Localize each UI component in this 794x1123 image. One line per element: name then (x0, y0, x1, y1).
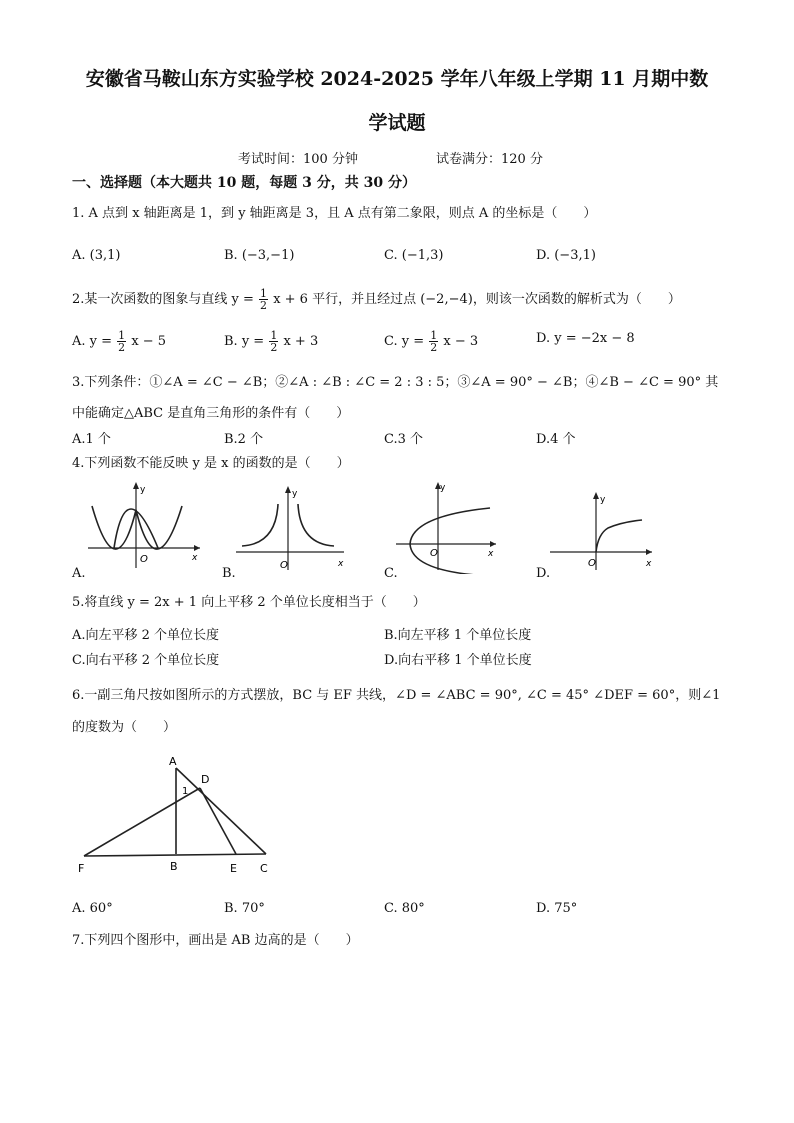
q4-graph-d (546, 490, 658, 572)
q1-option-c: C. (−1,3) (384, 248, 444, 263)
q2-stem-part-a: 2.某一次函数的图象与直线 y = (72, 292, 254, 307)
q4-graph-b (232, 484, 348, 574)
q1-option-b: B. (−3,−1) (224, 248, 295, 263)
option-prefix: C. y = (384, 334, 425, 349)
x-arrow (646, 549, 652, 555)
q3-option-b: B.2 个 (224, 432, 264, 447)
y-arrow (133, 482, 139, 489)
fraction-denominator: 2 (270, 341, 278, 354)
option-prefix: B. y = (224, 334, 265, 349)
fraction-denominator: 2 (430, 341, 438, 354)
q4-option-b: B. (222, 566, 236, 581)
x-label: x (192, 553, 198, 563)
x-arrow (490, 541, 496, 547)
y-label: y (600, 495, 606, 505)
q4-option-a: A. (72, 566, 86, 581)
y-arrow (285, 486, 291, 493)
q6-option-d: D. 75° (536, 901, 578, 916)
option-prefix: A. y = (72, 334, 113, 349)
origin-label: O (430, 548, 438, 559)
q5-option-c: C.向右平移 2 个单位长度 (72, 653, 220, 668)
q5-option-d: D.向右平移 1 个单位长度 (384, 653, 532, 668)
question-3-stem-line2: 中能确定△ABC 是直角三角形的条件有（ ） (72, 406, 350, 421)
segment-fc (84, 854, 266, 856)
option-suffix: x + 3 (283, 334, 319, 349)
question-6-stem-line2: 的度数为（ ） (72, 720, 177, 735)
option-fraction (117, 330, 126, 353)
question-3-stem-line1: 3.下列条件：①∠A = ∠C − ∠B；②∠A : ∠B : ∠C = 2 : 3 : 5；③∠A = 90° − ∠B；④∠B − ∠C = 90° 其 (72, 375, 719, 390)
option-suffix: x − 3 (443, 334, 479, 349)
q4-graph-a (86, 480, 202, 570)
q2-fraction (259, 288, 268, 311)
question-1-stem: 1. A 点到 x 轴距离是 1，到 y 轴距离是 3，且 A 点有第二象限，则点 A 的坐标是（ ） (72, 206, 597, 221)
option-fraction (269, 330, 278, 353)
x-label: x (646, 559, 652, 569)
label-d: D (201, 773, 210, 786)
y-label: y (440, 483, 446, 493)
q2-option-c (384, 330, 478, 353)
y-arrow (593, 492, 599, 499)
q3-option-a: A.1 个 (72, 432, 111, 447)
label-f: F (78, 862, 85, 875)
exam-time: 考试时间：100 分钟 (238, 152, 358, 167)
x-label: x (488, 549, 494, 559)
question-5-stem: 5.将直线 y = 2x + 1 向上平移 2 个单位长度相当于（ ） (72, 595, 426, 610)
fraction-numerator: 1 (430, 329, 438, 342)
q6-option-a: A. 60° (72, 901, 113, 916)
q4-graph-c (392, 480, 502, 574)
fraction-numerator: 1 (270, 329, 278, 342)
q2-option-d: D. y = −2x − 8 (536, 331, 635, 346)
q4-option-d: D. (536, 566, 551, 581)
q3-option-c: C.3 个 (384, 432, 424, 447)
q2-option-b (224, 330, 318, 353)
x-label: x (338, 559, 344, 569)
label-e: E (230, 862, 237, 875)
full-score: 试卷满分：120 分 (436, 152, 543, 167)
fraction-denominator: 2 (118, 341, 126, 354)
label-b: B (170, 860, 178, 873)
segment-ac (176, 768, 266, 854)
question-6-stem-line1: 6.一副三角尺按如图所示的方式摆放，BC 与 EF 共线，∠D = ∠ABC = 90°, ∠C = 45° ∠DEF = 60°，则∠1 (72, 688, 721, 703)
q5-option-b: B.向左平移 1 个单位长度 (384, 628, 532, 643)
option-suffix: x − 5 (131, 334, 167, 349)
origin-label: O (280, 560, 288, 571)
curve (410, 508, 490, 574)
fraction-numerator: 1 (260, 287, 268, 300)
q6-option-b: B. 70° (224, 901, 265, 916)
q5-option-a: A.向左平移 2 个单位长度 (72, 628, 220, 643)
y-label: y (292, 489, 298, 499)
q2-stem-part-b: x + 6 平行，并且经过点 (−2,−4)，则该一次函数的解析式为（ ） (273, 292, 681, 307)
q6-triangle-figure (70, 752, 280, 882)
origin-label: O (588, 558, 596, 569)
curve (596, 520, 642, 552)
q1-option-d: D. (−3,1) (536, 248, 596, 263)
q1-option-a: A. (3,1) (72, 248, 121, 263)
x-arrow (194, 545, 200, 551)
exam-title-line1: 安徽省马鞍山东方实验学校 2024-2025 学年八年级上学期 11 月期中数 (85, 68, 709, 90)
label-c: C (260, 862, 268, 875)
y-label: y (140, 485, 146, 495)
q2-option-a (72, 330, 166, 353)
option-fraction (429, 330, 438, 353)
q4-option-c: C. (384, 566, 398, 581)
q6-option-c: C. 80° (384, 901, 425, 916)
curve (298, 504, 334, 546)
q3-option-d: D.4 个 (536, 432, 576, 447)
fraction-numerator: 1 (118, 329, 126, 342)
question-4-stem: 4.下列函数不能反映 y 是 x 的函数的是（ ） (72, 456, 350, 471)
fraction-denominator: 2 (260, 299, 268, 312)
question-2-stem (72, 288, 681, 311)
exam-title-line2: 学试题 (368, 112, 426, 134)
label-angle-1: 1 (182, 786, 189, 797)
label-a: A (169, 755, 177, 768)
origin-label: O (140, 554, 148, 565)
section-heading: 一、选择题（本大题共 10 题，每题 3 分，共 30 分） (72, 175, 416, 191)
segment-fd (84, 788, 200, 856)
curve (242, 504, 278, 546)
question-7-stem: 7.下列四个图形中，画出是 AB 边高的是（ ） (72, 933, 359, 948)
